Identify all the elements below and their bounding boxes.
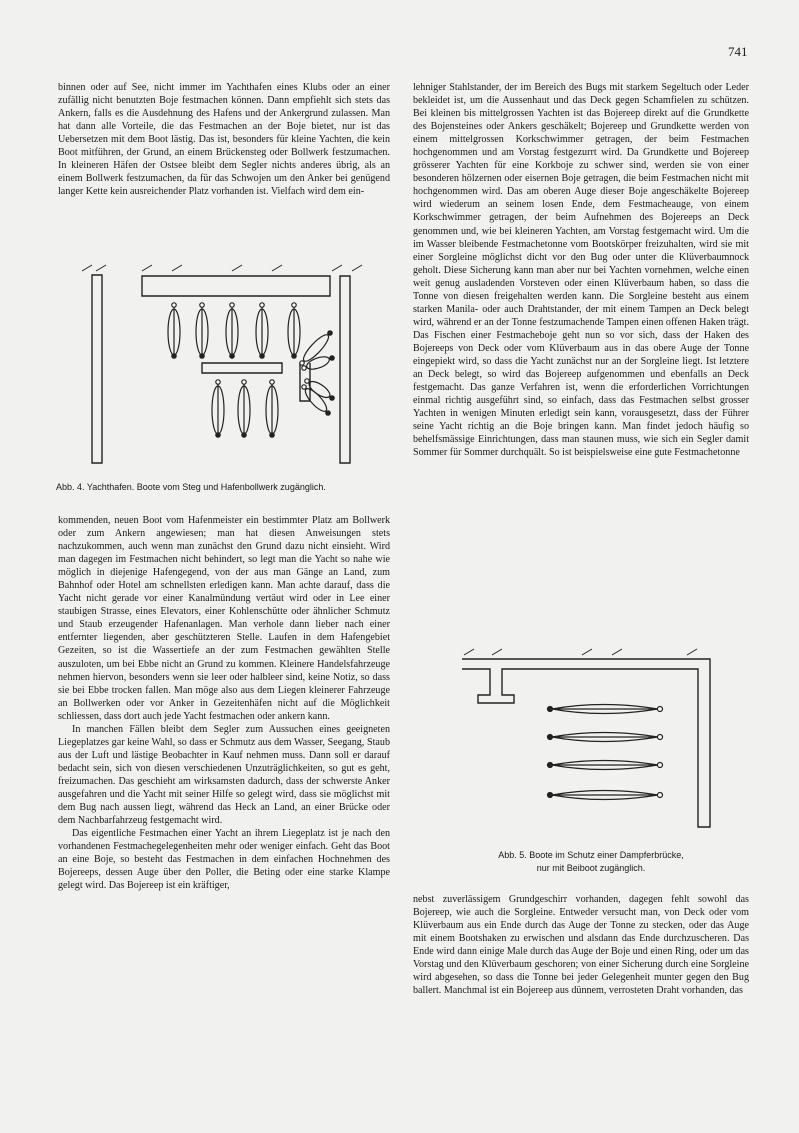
right-column-top-text [413,81,749,459]
boat [266,380,278,437]
shore-line-hatching [82,265,362,271]
paragraph: binnen oder auf See, nicht immer im Yachthafen eines Klubs oder an einer zufällig nicht benutzten Boje festmachen können. Dann empfiehlt sich stets das Ankern, falls es die Ausdehnung des Hafens und der Ankergrund zulassen. Man hat dann alle Vorteile, die das Festmachen an der Boje bietet, nur ist das Uebersetzen mit dem Boot lästig. Das ist, besonders für kleine Yachten, die kein Boot mitführen, der Grund, an einem Brückensteg oder Bollwerk festzumachen. In kleineren Häfen der Ostsee bleibt dem Segler nichts anderes übrig, als an einem Bollwerk festzumachen, da für das Schwojen um den Anker bei genügend langer Kette kein ausreichender Platz vorhanden ist. Vielfach wird dem ein- [58,82,390,198]
paragraph: In manchen Fällen bleibt dem Segler zum Aussuchen eines geeigneten Liegeplatzes gar keine Wahl, so dass er Schmutz aus dem Wasser, Seegang, Staub aus der Luft und lästige Beobachter in Kauf nehmen muss. Dann soll er darauf bedacht sein, sich von diesen verschiedenen Unzuträglichkeiten, so gut es geht, freizumachen. Das geschieht am wirksamsten dadurch, dass der schwerste Anker ausgefahren und die Yacht mit seiner Hilfe so gelegt wird, dass sie möglichst mit dem Bug nach aussen liegt, während das Heck an Land, an einer Brücke oder dem Nachbarfahrzeug festgemacht wird. [58,723,390,827]
right-column-bottom-text [413,893,749,997]
left-column-bottom-text [58,514,390,892]
boat [548,761,663,770]
moored-boats [168,303,334,437]
boat [548,733,663,742]
boat [548,705,663,714]
boat [548,791,663,800]
figure-yacht-harbor-diagram [82,263,367,470]
figure-steamer-pier-diagram [462,647,712,829]
figure-4-caption: Abb. 4. Yachthafen. Boote vom Steg und Hafenbollwerk zugänglich. [56,482,326,492]
caption-line: nur mit Beiboot zugänglich. [536,862,646,873]
left-column-top-text [58,81,390,198]
shore-line-hatching [464,649,697,655]
page-number: 741 [728,44,748,59]
boat [302,354,334,371]
caption-line: Abb. 5. Boote im Schutz einer Dampferbrücke, [498,850,684,860]
paragraph: lehniger Stahlstander, der im Bereich des Bugs mit starkem Segeltuch oder Leder bekleidet ist, um die Aussenhaut und das Deck gegen Schamfielen zu schützen. Bei kleinen bis mittelgrossen Yachten ist das Bojereep direkt auf die Grundkette des Bojensteines oder Ankers geschäkelt; Bojereep und Grundkette werden von einem mittelgrossen Korkschwimmer getragen, der beim Festmachen hochgenommen und am Vorstag festgezurrt wird. Da Grundkette und Bojereep grösserer Yachten für eine Korkboje zu schwer sind, werden sie von einer besonderen hölzernen oder eisernen Boje getragen, die beim Festmachen nicht mit hochgenommen wird. Das am oberen Auge dieser Boje angeschäkelte Bojereep wird wiederum an seinem losen Ende, dem Festmacheauge, von einem Korkschwimmer getragen, der beim Aufnehmen des Bojereeps an Deck genommen und, wie bei kleineren Yachten, am Vorstag festgemacht wird. Um die im Wasser bleibende Festmachetonne vom Bootskörper freizuhalten, wird sie mit einer Sorgleine möglichst dicht vor den Bug oder unter die Klüverbaumnock geholt. Diese Sicherung kann man aber nur bei Yachten vornehmen, welche einen weit genug ausladenden Vorsteven oder einen Klüverbaum haben, so dass die Tonne von diesen freigehalten werden kann. Die Sorgleine besteht aus einem starken Manila- oder auch Drahtstander, der mit einem Tampen an Deck belegt wird, während er an der Tonne festzumachende Tampen einen offenen Haken trägt. Das Fischen einer Festmacheboje geht nun so vor sich, dass der Haken des Bojereeps von Deck oder vom Klüverbaum aus in das obere Auge der Tonne eingepiekt wird, so dass die Yacht zunächst nur an der Sorgleine liegt. Ist letztere an Deck belegt, so wird das Bojereep aufgenommen und ebenfalls an Deck festgemacht. Das ganze Verfahren ist, wenn die erforderlichen Vorrichtungen einmal richtig ausgeführt sind, so einfach, dass das Festmachen selbst grosser Yachten in wenigen Minuten erledigt sein kann, vorausgesetzt, dass der Führer seine Yacht richtig an die Boje bringen kann. Man findet jedoch häufig so behelfsmässige Einrichtungen, dass man staunen muss, wie sich ein Segler damit Sommer für Sommer durchquält. So ist beispielsweise eine gute Festmachetonne [413,82,749,459]
paragraph: kommenden, neuen Boot vom Hafenmeister ein bestimmter Platz am Bollwerk oder zum Ankern angewiesen; man hat diesen Anweisungen stets nachzukommen, auch wenn man zunächst den Grund dazu nicht einsieht. Wird man dagegen im Festmachen nicht behindert, so legt man die Yacht so nahe wie möglich in diejenige Hafengegend, von der aus man Gänge an Land, zum Bahnhof oder Hotel am schnellsten erledigen kann. Man achte darauf, dass die Yacht nicht gerade vor einer Kanalmündung vertäut wird oder in Lee einer staubigen Strasse, eines Elevators, einer Kohlenschütte oder ähnlicher Schmutz und Staub erzeugender Hafenanlagen. Man verhole dann lieber nach einer entfernter liegenden, aber geschützteren Stelle. Laufen in dem Hafengebiet Gezeiten, so ist die Wassertiefe an der zum Festmachen gewählten Stelle auszuloten, um bei Ebbe nicht an Grund zu kommen. Kleinere Handelsfahrzeuge nehmen hiervon, besonders wenn sie leer oder halbleer sind, keine Notiz, so dass sie bei Ebbe trocken fallen. Man möge also aus dem Liegen kleinerer Fahrzeuge an Bollwerken oder vor Anker in Gezeitenhäfen nicht auf die Möglichkeit schliessen, dass dort auch jede Yacht festmachen oder ankern kann. [58,515,390,722]
boat [302,385,330,415]
boat [238,380,250,437]
boat [168,303,180,358]
boat [196,303,208,358]
paragraph: nebst zuverlässigem Grundgeschirr vorhanden, dagegen fehlt sowohl das Bojereep, wie auch die Sorgleine. Entweder versucht man, von Deck oder vom Klüverbaum aus ein Ende durch das Auge der Tonne zu stecken, oder das Auge mit einem Bootshaken zu erwischen und alsdann das Ende durchzuscheren. Das Ende wird dann einige Male durch das Auge der Boje und einen Ring, oder um das Vorstag und den Klüverbaum geschoren; von einer Sicherung durch eine Sorgleine wird abgesehen, so dass die Tonne bei jeder Gelegenheit munter gegen den Bug ballert. Manchmal ist ein Bojereep aus dünnem, verrosteten Draht vorhanden, das [413,894,749,997]
moored-boats [548,705,663,800]
boat [212,380,224,437]
boat [226,303,238,358]
boat [300,331,332,365]
boat [288,303,300,358]
paragraph: Das eigentliche Festmachen einer Yacht an ihrem Liegeplatz ist je nach den vorhandenen Festmachegelegenheiten mehr oder weniger einfach. Geht das Boot an eine Boje, so besteht das Festmachen in dem einfachen Hochnehmen des Bojereeps, dessen Auge über den Poller, die Beting oder eine starke Klampe gelegt wird. Das Bojereep ist ein kräftiger, [58,828,390,892]
boat [256,303,268,358]
steamer-pier [462,659,710,827]
figure-5-caption [436,849,746,874]
